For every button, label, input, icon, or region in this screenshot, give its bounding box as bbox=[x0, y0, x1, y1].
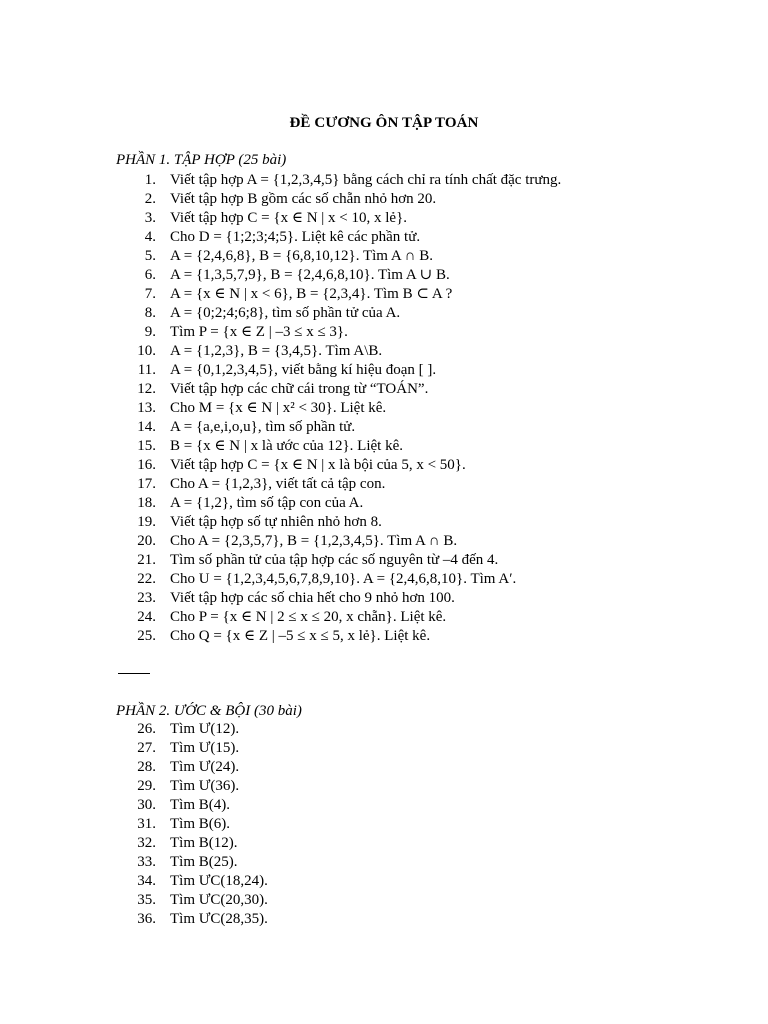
item-text: Tìm B(6). bbox=[170, 816, 230, 832]
item-number: 25. bbox=[137, 628, 156, 644]
item-number: 20. bbox=[137, 533, 156, 549]
item-text: Cho A = {1,2,3}, viết tất cả tập con. bbox=[170, 476, 386, 492]
item-text: Viết tập hợp C = {x ∈ N | x là bội của 5, x < 50}. bbox=[170, 457, 466, 473]
item-text: B = {x ∈ N | x là ước của 12}. Liệt kê. bbox=[170, 438, 403, 454]
section-1-heading: PHẦN 1. TẬP HỢP (25 bài) bbox=[116, 152, 287, 168]
item-text: Tìm Ư(15). bbox=[170, 740, 240, 756]
item-text: A = {2,4,6,8}, B = {6,8,10,12}. Tìm A ∩ B. bbox=[170, 248, 433, 264]
list-item bbox=[0, 834, 768, 853]
item-number: 15. bbox=[137, 438, 156, 454]
list-item bbox=[0, 739, 768, 758]
item-number: 10. bbox=[137, 343, 156, 359]
item-number: 21. bbox=[137, 552, 156, 568]
item-text: A = {1,3,5,7,9}, B = {2,4,6,8,10}. Tìm A ∪ B. bbox=[170, 267, 450, 283]
list-item bbox=[0, 551, 768, 570]
list-item bbox=[0, 872, 768, 891]
list-item bbox=[0, 796, 768, 815]
item-number: 11. bbox=[137, 362, 156, 378]
item-text: Viết tập hợp C = {x ∈ N | x < 10, x lẻ}. bbox=[170, 210, 408, 226]
list-item bbox=[0, 361, 768, 380]
list-item bbox=[0, 456, 768, 475]
item-number: 24. bbox=[137, 609, 156, 625]
item-number: 3. bbox=[144, 210, 156, 226]
item-number: 8. bbox=[144, 305, 156, 321]
list-item bbox=[0, 190, 768, 209]
item-text: Tìm số phần tử của tập hợp các số nguyên từ –4 đến 4. bbox=[170, 552, 499, 568]
item-number: 1. bbox=[144, 172, 156, 188]
item-text: A = {0;2;4;6;8}, tìm số phần tử của A. bbox=[170, 305, 401, 321]
item-number: 34. bbox=[137, 873, 156, 889]
item-text: Viết tập hợp các số chia hết cho 9 nhỏ hơn 100. bbox=[170, 590, 455, 606]
item-text: Cho P = {x ∈ N | 2 ≤ x ≤ 20, x chẵn}. Liệt kê. bbox=[170, 609, 447, 625]
item-number: 2. bbox=[144, 191, 156, 207]
item-number: 19. bbox=[137, 514, 156, 530]
item-text: Cho U = {1,2,3,4,5,6,7,8,9,10}. A = {2,4,6,8,10}. Tìm A′. bbox=[170, 571, 517, 587]
list-item bbox=[0, 853, 768, 872]
list-item bbox=[0, 266, 768, 285]
item-number: 26. bbox=[137, 721, 156, 737]
item-text: Tìm Ư(12). bbox=[170, 721, 240, 737]
item-text: Cho A = {2,3,5,7}, B = {1,2,3,4,5}. Tìm A ∩ B. bbox=[170, 533, 458, 549]
item-number: 31. bbox=[137, 816, 156, 832]
list-item bbox=[0, 380, 768, 399]
item-text: Viết tập hợp A = {1,2,3,4,5} bằng cách chỉ ra tính chất đặc trưng. bbox=[170, 172, 562, 188]
list-item bbox=[0, 777, 768, 796]
item-text: A = {1,2}, tìm số tập con của A. bbox=[170, 495, 364, 511]
list-item bbox=[0, 247, 768, 266]
item-text: Tìm B(12). bbox=[170, 835, 238, 851]
item-number: 16. bbox=[137, 457, 156, 473]
item-number: 27. bbox=[137, 740, 156, 756]
item-text: A = {x ∈ N | x < 6}, B = {2,3,4}. Tìm B ⊂ A ? bbox=[170, 286, 453, 302]
list-item bbox=[0, 608, 768, 627]
list-item bbox=[0, 228, 768, 247]
list-item bbox=[0, 570, 768, 589]
list-item bbox=[0, 399, 768, 418]
item-text: Tìm B(25). bbox=[170, 854, 238, 870]
list-item bbox=[0, 285, 768, 304]
item-number: 30. bbox=[137, 797, 156, 813]
section-divider bbox=[118, 673, 150, 674]
item-number: 7. bbox=[144, 286, 156, 302]
section-2-list bbox=[0, 720, 768, 929]
item-text: Viết tập hợp các chữ cái trong từ “TOÁN”. bbox=[170, 381, 429, 397]
item-number: 14. bbox=[137, 419, 156, 435]
list-item bbox=[0, 494, 768, 513]
item-number: 29. bbox=[137, 778, 156, 794]
list-item bbox=[0, 323, 768, 342]
list-item bbox=[0, 475, 768, 494]
item-text: Viết tập hợp B gồm các số chẵn nhỏ hơn 20. bbox=[170, 191, 437, 207]
item-number: 13. bbox=[137, 400, 156, 416]
item-number: 35. bbox=[137, 892, 156, 908]
section-1-list bbox=[0, 171, 768, 646]
item-number: 9. bbox=[144, 324, 156, 340]
list-item bbox=[0, 171, 768, 190]
item-number: 4. bbox=[144, 229, 156, 245]
item-text: Tìm Ư(24). bbox=[170, 759, 240, 775]
list-item bbox=[0, 910, 768, 929]
item-text: A = {a,e,i,o,u}, tìm số phần tử. bbox=[170, 419, 356, 435]
item-number: 6. bbox=[144, 267, 156, 283]
list-item bbox=[0, 815, 768, 834]
list-item bbox=[0, 720, 768, 739]
item-text: A = {1,2,3}, B = {3,4,5}. Tìm A\B. bbox=[170, 343, 383, 359]
item-number: 32. bbox=[137, 835, 156, 851]
list-item bbox=[0, 589, 768, 608]
item-number: 33. bbox=[137, 854, 156, 870]
item-text: Tìm ƯC(18,24). bbox=[170, 873, 268, 889]
list-item bbox=[0, 627, 768, 646]
item-text: Cho M = {x ∈ N | x² < 30}. Liệt kê. bbox=[170, 400, 387, 416]
item-number: 17. bbox=[137, 476, 156, 492]
item-number: 23. bbox=[137, 590, 156, 606]
item-number: 28. bbox=[137, 759, 156, 775]
list-item bbox=[0, 758, 768, 777]
list-item bbox=[0, 532, 768, 551]
item-number: 36. bbox=[137, 911, 156, 927]
list-item bbox=[0, 304, 768, 323]
item-number: 12. bbox=[137, 381, 156, 397]
item-text: Cho D = {1;2;3;4;5}. Liệt kê các phần tử. bbox=[170, 229, 421, 245]
list-item bbox=[0, 418, 768, 437]
list-item bbox=[0, 342, 768, 361]
section-2-heading: PHẦN 2. ƯỚC & BỘI (30 bài) bbox=[116, 703, 302, 719]
item-number: 5. bbox=[144, 248, 156, 264]
item-number: 22. bbox=[137, 571, 156, 587]
item-text: Tìm B(4). bbox=[170, 797, 230, 813]
item-number: 18. bbox=[137, 495, 156, 511]
list-item bbox=[0, 437, 768, 456]
item-text: Cho Q = {x ∈ Z | –5 ≤ x ≤ 5, x lẻ}. Liệt kê. bbox=[170, 628, 431, 644]
item-text: Tìm Ư(36). bbox=[170, 778, 240, 794]
list-item bbox=[0, 209, 768, 228]
item-text: Tìm ƯC(20,30). bbox=[170, 892, 268, 908]
item-text: A = {0,1,2,3,4,5}, viết bằng kí hiệu đoạn [ ]. bbox=[170, 362, 437, 378]
item-text: Tìm P = {x ∈ Z | –3 ≤ x ≤ 3}. bbox=[170, 324, 348, 340]
list-item bbox=[0, 891, 768, 910]
list-item bbox=[0, 513, 768, 532]
document-title: ĐỀ CƯƠNG ÔN TẬP TOÁN bbox=[289, 115, 479, 131]
item-text: Viết tập hợp số tự nhiên nhỏ hơn 8. bbox=[170, 514, 382, 530]
item-text: Tìm ƯC(28,35). bbox=[170, 911, 268, 927]
